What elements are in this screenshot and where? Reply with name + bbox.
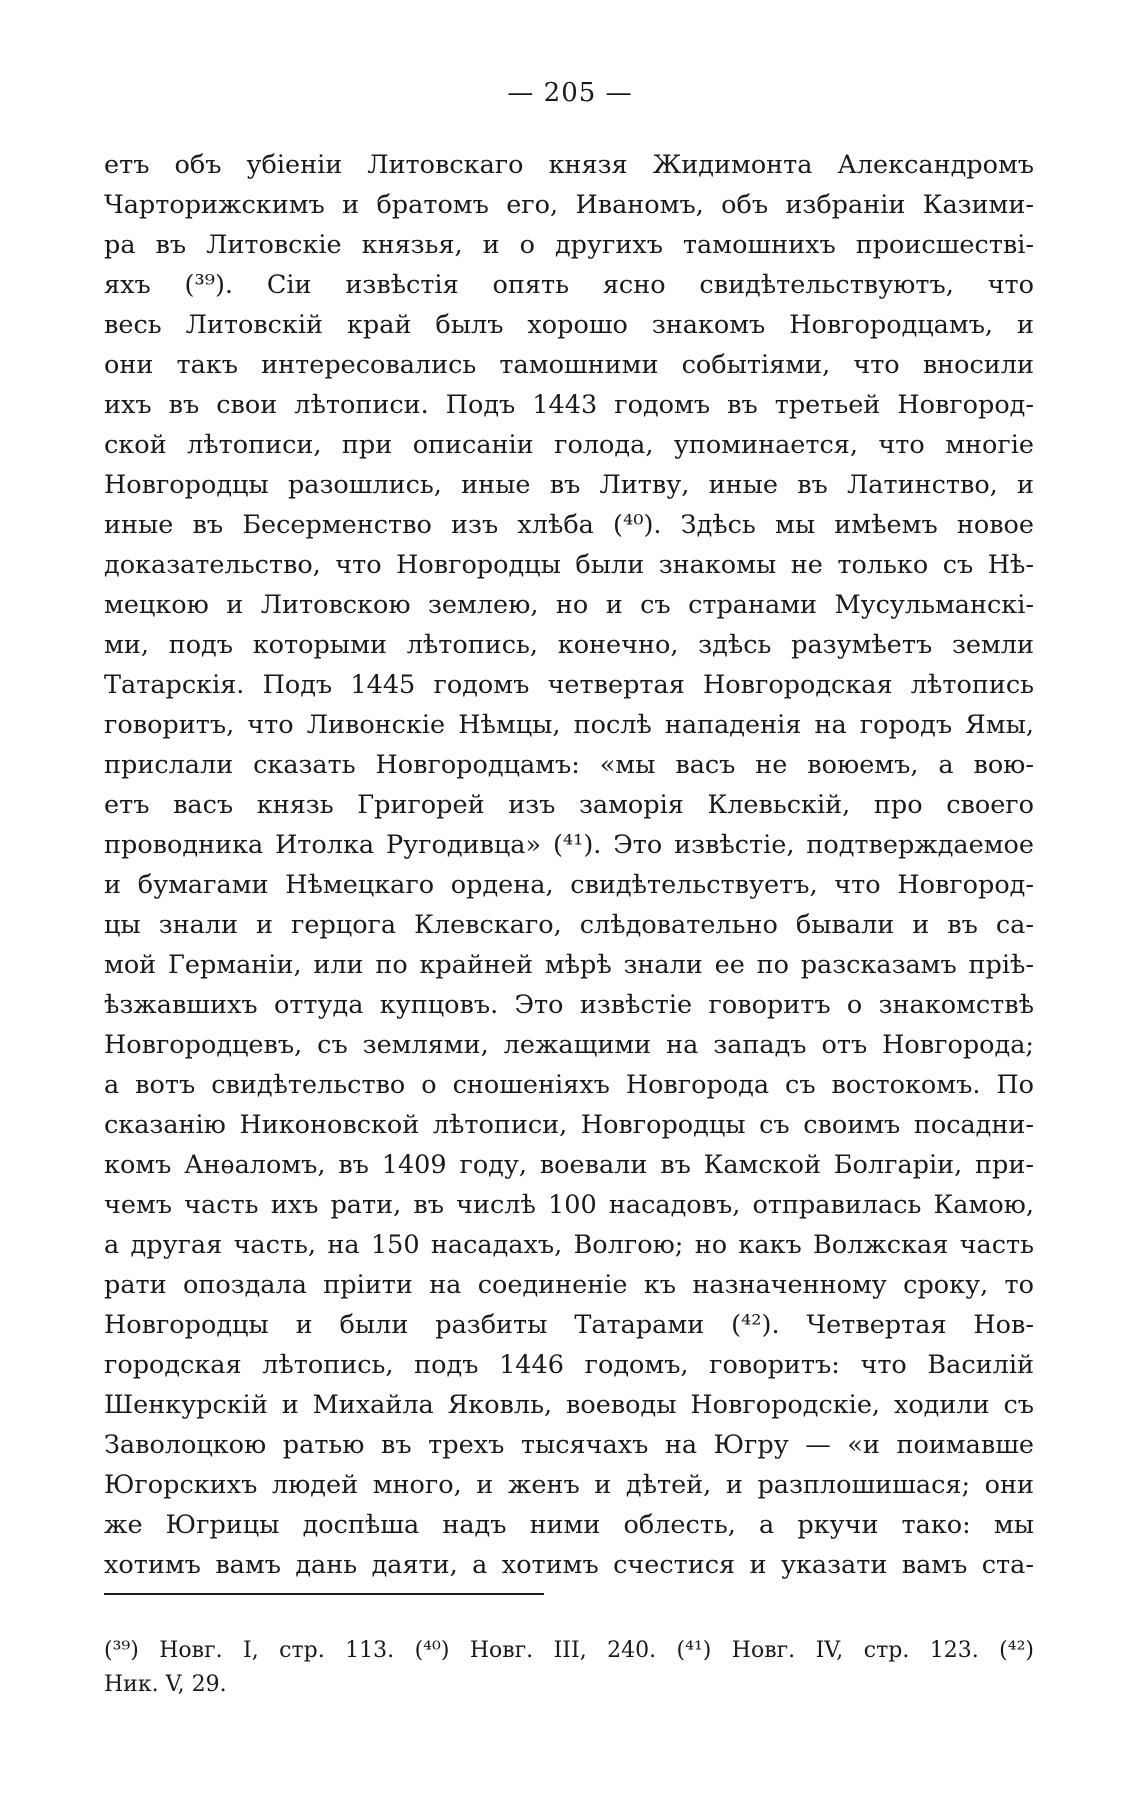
text-line: етъ объ убіеніи Литовскаго князя Жидимонта Александромъ: [104, 150, 1034, 180]
text-line: а вотъ свидѣтельство о сношеніяхъ Новгорода съ востокомъ. По: [104, 1070, 1034, 1100]
text-line: доказательство, что Новгородцы были знакомы не только съ Нѣ-: [104, 550, 1034, 580]
text-line: Шенкурскій и Михайла Яковль, воеводы Новгородскіе, ходили съ: [104, 1390, 1034, 1420]
text-line: ѣзжавшихъ оттуда купцовъ. Это извѣстіе говоритъ о знакомствѣ: [104, 990, 1034, 1020]
text-line: ской лѣтописи, при описаніи голода, упоминается, что многіе: [104, 430, 1034, 460]
text-line: Новгородцы разошлись, иные въ Литву, иные въ Латинство, и: [104, 470, 1034, 500]
text-line: яхъ (³⁹). Сіи извѣстія опять ясно свидѣтельствуютъ, что: [104, 270, 1034, 300]
footnotes-block: [104, 1634, 1034, 1702]
text-line: а другая часть, на 150 насадахъ, Волгою; но какъ Волжская часть: [104, 1230, 1034, 1260]
text-line: ми, подъ которыми лѣтопись, конечно, здѣсь разумѣетъ земли: [104, 630, 1034, 660]
text-line: чемъ часть ихъ рати, въ числѣ 100 насадовъ, отправилась Камою,: [104, 1190, 1034, 1220]
text-line: ра въ Литовскіе князья, и о другихъ тамошнихъ происшествi-: [104, 230, 1034, 260]
page-number: — 205 —: [507, 78, 633, 108]
text-line: городская лѣтопись, подъ 1446 годомъ, говоритъ: что Василій: [104, 1350, 1034, 1380]
text-line: Чарторижскимъ и братомъ его, Иваномъ, объ избраніи Казими-: [104, 190, 1034, 220]
footnote-line: (³⁹) Новг. I, стр. 113. (⁴⁰) Новг. III, 240. (⁴¹) Новг. IV, стр. 123. (⁴²): [104, 1638, 1034, 1663]
text-line: ихъ въ свои лѣтописи. Подъ 1443 годомъ въ третьей Новгород-: [104, 390, 1034, 420]
footnote-divider: [104, 1593, 544, 1595]
text-line: Новгородцы и были разбиты Татарами (⁴²). Четвертая Нов-: [104, 1310, 1034, 1340]
footnote-line: Ник. V, 29.: [104, 1672, 227, 1697]
text-line: весь Литовскій край былъ хорошо знакомъ Новгородцамъ, и: [104, 310, 1034, 340]
text-line: Югорскихъ людей много, и женъ и дѣтей, и разплошишася; они: [104, 1470, 1034, 1500]
text-line: и бумагами Нѣмецкаго ордена, свидѣтельствуетъ, что Новгород-: [104, 870, 1034, 900]
text-line: Заволоцкою ратью въ трехъ тысячахъ на Югру — «и поимавше: [104, 1430, 1034, 1460]
text-line: Новгородцевъ, съ землями, лежащими на западъ отъ Новгорода;: [104, 1030, 1034, 1060]
text-line: рати опоздала пріити на соединеніе къ назначенному сроку, то: [104, 1270, 1034, 1300]
text-line: сказанію Никоновской лѣтописи, Новгородцы съ своимъ посадни-: [104, 1110, 1034, 1140]
text-line: мой Германіи, или по крайней мѣрѣ знали ее по разсказамъ пріѣ-: [104, 950, 1034, 980]
text-line: мецкою и Литовскою землею, но и съ странами Мусульманскі-: [104, 590, 1034, 620]
main-text-block: [104, 145, 1034, 1585]
text-line: Татарскія. Подъ 1445 годомъ четвертая Новгородская лѣтопись: [104, 670, 1034, 700]
text-line: они такъ интересовались тамошними событіями, что вносили: [104, 350, 1034, 380]
text-line: комъ Анѳаломъ, въ 1409 году, воевали въ Камской Болгаріи, при-: [104, 1150, 1034, 1180]
text-line: етъ васъ князь Григорей изъ заморія Клевьскій, про своего: [104, 790, 1034, 820]
text-line: иные въ Бесерменство изъ хлѣба (⁴⁰). Здѣсь мы имѣемъ новое: [104, 510, 1034, 540]
text-line: же Югрицы доспѣша надъ ними облесть, а ркучи тако: мы: [104, 1510, 1034, 1540]
text-line: проводника Итолка Ругодивца» (⁴¹). Это извѣстіе, подтверждаемое: [104, 830, 1034, 860]
text-line: прислали сказать Новгородцамъ: «мы васъ не воюемъ, а вою-: [104, 750, 1034, 780]
text-line: цы знали и герцога Клевскаго, слѣдовательно бывали и въ са-: [104, 910, 1034, 940]
text-line: говоритъ, что Ливонскіе Нѣмцы, послѣ нападенія на городъ Ямы,: [104, 710, 1034, 740]
text-line: хотимъ вамъ дань даяти, а хотимъ счестися и указати вамъ ста-: [104, 1550, 1034, 1580]
